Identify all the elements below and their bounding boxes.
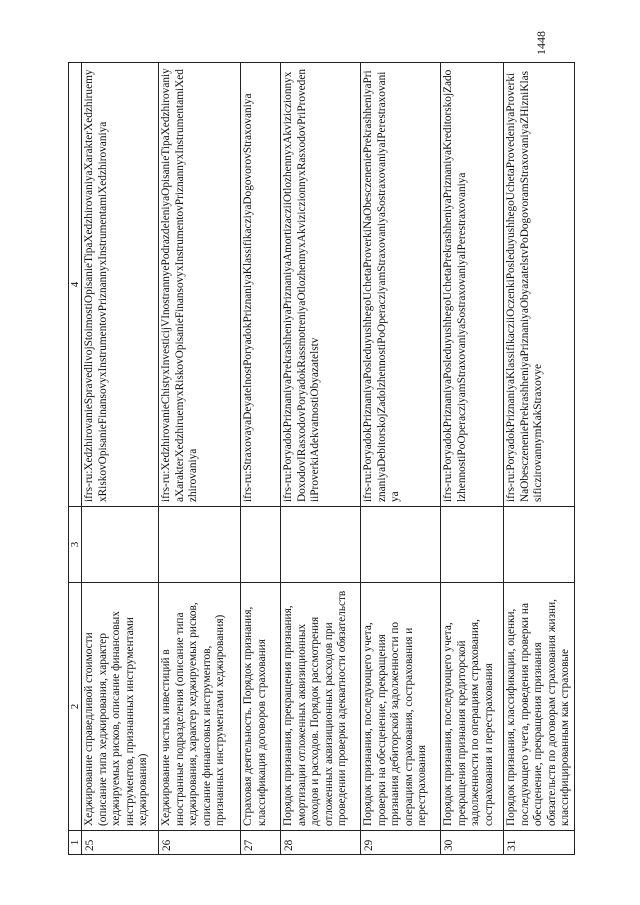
row-description: Хеджирование чистых инвестиций в иностранные подразделения (описание типа хеджирования, характер хеджируемых рисков, описание финансовых инструментов, признанных инструментами хеджирования) (159, 583, 241, 831)
row-col3 (281, 507, 361, 583)
row-col3 (361, 507, 441, 583)
header-row (69, 63, 82, 855)
header-cell-2: 2 (69, 583, 82, 831)
row-description: Порядок признания, классификации, оценки, последующего учета, проведения проверки на обесценение, прекращения признания обязательств по договорам страхования жизни, классифицированным как страховые (504, 583, 575, 831)
row-number: 28 (281, 831, 361, 855)
row-number: 30 (441, 831, 504, 855)
row-col3 (159, 507, 241, 583)
table-row (82, 63, 159, 855)
row-description: Порядок признания, последующего учета, проверки на обесценение, прекращения признания дебиторской задолженности по операциям страхования, сострахования и перестрахования (361, 583, 441, 831)
header-cell-4: 4 (69, 63, 82, 507)
table-row (504, 63, 575, 855)
row-code: ifrs-ru:PoryadokPriznaniyaPosleduyushhegoUchetaProverkiNaObesczeneniePrekrashheniyaPriznaniyaDebitorskojZadolzhennostiPoOperacziyamStraxovaniyaSostraxovaniyaIPerestraxovaniya (361, 63, 441, 507)
row-col3 (241, 507, 281, 583)
row-col3 (504, 507, 575, 583)
row-col3 (441, 507, 504, 583)
page-number: 1448 (534, 31, 548, 55)
row-number: 26 (159, 831, 241, 855)
row-code: ifrs-ru:PoryadokPriznaniyaPrekrashheniyaPriznaniyaAmortizacziiOtlozhennyxAkvizicziοnnyxDoxodovIRasxodovPoryadokRassmotreniyaOtlozhennyxAkvizicziοnnyxRasxodovPriProvedeniiProverkiAdekvatnostiObyazatelstv (281, 63, 361, 507)
row-code: ifrs-ru:StraxovayaDeyatelnostPoryadokPriznaniyaKlassifikacziyaDogovorovStraxovaniya (241, 63, 281, 507)
row-code: ifrs-ru:XedzhirovanieChistyxInvesticijVInostrannyePodrazdeleniyaOpisanieTipaXedzhirovaniyaXarakterXedzhiruemyxRiskovOpisanieFinansovyxInstrumentovPriznannyxInstrumentamiXedzhirovaniya (159, 63, 241, 507)
row-number: 31 (504, 831, 575, 855)
row-description: Хеджирование справедливой стоимости (описание типа хеджирования, характер хеджируемых рисков, описание финансовых инструментов, признанных инструментами хеджирования) (82, 583, 159, 831)
table-row (281, 63, 361, 855)
header-cell-3: 3 (69, 507, 82, 583)
indicator-table (68, 62, 575, 855)
table-row (241, 63, 281, 855)
table-row (441, 63, 504, 855)
table-row (361, 63, 441, 855)
header-cell-1: 1 (69, 831, 82, 855)
row-number: 29 (361, 831, 441, 855)
rotated-page (68, 31, 571, 855)
row-col3 (82, 507, 159, 583)
row-description: Порядок признания, прекращения признания, амортизации отложенных аквизиционных доходов и расходов. Порядок рассмотрения отложенных аквизиционных расходов при проведении проверки адекватности обязательств (281, 583, 361, 831)
row-description: Порядок признания, последующего учета, прекращения признания кредиторской задолженности по операциям страхования, сострахования и перестрахования (441, 583, 504, 831)
row-code: ifrs-ru:XedzhirovanieSpravedlivojStoimostiOpisanieTipaXedzhirovaniyaXarakterXedzhiruemyxRiskovOpisanieFinansovyxInstrumentovPriznannyxInstrumentamiXedzhirovaniya (82, 63, 159, 507)
row-code: ifrs-ru:PoryadokPriznaniyaKlassifikacziiOczenkiPosleduyushhegoUchetaProvedeniyaProverkiNaObesczeneniePrekrashheniyaPriznaniyaObyazatelstvPoDogovoramStraxovaniyaZHizniKlassificzirovannymKakStraxovye (504, 63, 575, 507)
row-number: 25 (82, 831, 159, 855)
row-number: 27 (241, 831, 281, 855)
table-row (159, 63, 241, 855)
row-code: ifrs-ru:PoryadokPriznaniyaPosleduyushhegoUchetaPrekrashheniyaPriznaniyaKreditorskojZadolzhennostiPoOperacziyamStraxovaniyaSostraxovaniyaIPerestraxovaniya (441, 63, 504, 507)
row-description: Страховая деятельность. Порядок признания, классификация договоров страхования (241, 583, 281, 831)
